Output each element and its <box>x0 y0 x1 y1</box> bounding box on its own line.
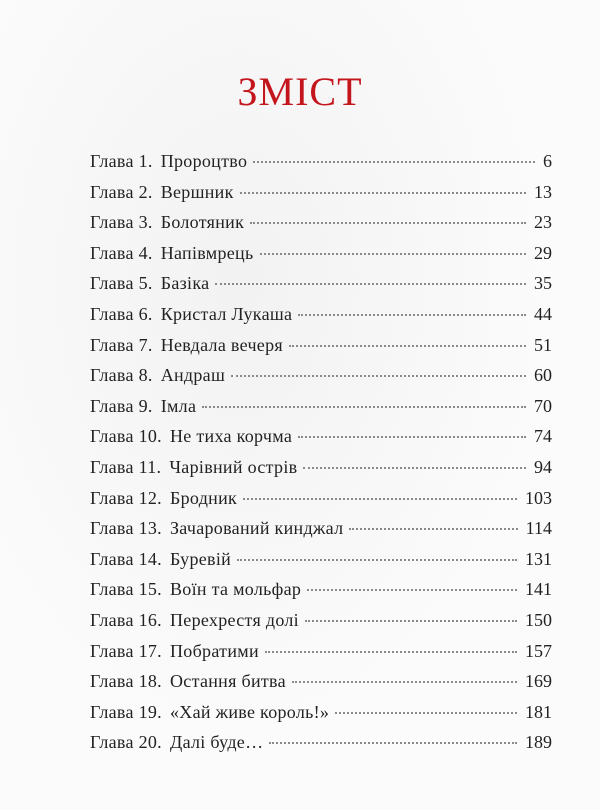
chapter-number: Глава 8. <box>90 365 153 386</box>
toc-entry <box>90 605 552 636</box>
dot-leader <box>292 681 517 683</box>
page-number: 35 <box>534 273 552 294</box>
page-number: 70 <box>534 395 552 416</box>
dot-leader <box>298 314 526 316</box>
toc-entry-label <box>90 605 299 636</box>
toc-entry-label <box>90 391 196 422</box>
page-number: 44 <box>534 303 552 324</box>
toc-entry <box>90 727 552 758</box>
page-number: 181 <box>525 701 552 722</box>
chapter-number: Глава 14. <box>90 548 162 569</box>
dot-leader <box>215 283 526 285</box>
toc-entry-label <box>90 513 343 544</box>
dot-leader <box>303 467 526 469</box>
dot-leader <box>253 161 535 163</box>
chapter-title: Базіка <box>160 273 210 294</box>
page-number: 157 <box>525 640 552 661</box>
page-number: 6 <box>543 151 552 171</box>
chapter-title: Зачарований кинджал <box>169 518 344 539</box>
dot-leader <box>250 222 526 224</box>
chapter-title: Остання битва <box>169 671 286 692</box>
dot-leader <box>305 620 517 622</box>
toc-entry-label <box>90 636 259 667</box>
dot-leader <box>260 253 527 255</box>
toc-entry <box>90 483 552 514</box>
chapter-title: Напівмрець <box>160 242 254 263</box>
dot-leader <box>240 192 526 194</box>
page-title: ЗМІСТ <box>237 69 363 114</box>
toc-entry <box>90 666 552 697</box>
page-number: 169 <box>525 671 552 692</box>
dot-leader <box>231 375 526 377</box>
chapter-number: Глава 12. <box>90 487 162 508</box>
toc-entry-label <box>90 697 329 728</box>
toc-entry <box>90 177 552 208</box>
chapter-number: Глава 20. <box>90 732 162 753</box>
chapter-title: Болотяник <box>160 212 245 233</box>
page-number: 60 <box>534 365 552 386</box>
chapter-title: Бродник <box>169 487 238 508</box>
dot-leader <box>289 345 526 347</box>
page-number: 23 <box>534 212 552 233</box>
table-of-contents <box>90 146 552 758</box>
dot-leader <box>335 712 517 714</box>
page-number: 189 <box>525 732 552 753</box>
chapter-number: Глава 1. <box>90 151 153 171</box>
toc-entry <box>90 697 552 728</box>
toc-entry <box>90 299 552 330</box>
page-number: 114 <box>525 518 552 539</box>
toc-entry-label <box>90 146 247 177</box>
toc-entry-label <box>90 727 263 758</box>
page-number: 13 <box>534 181 552 202</box>
toc-entry-label <box>90 238 254 269</box>
chapter-title: «Хай живе король!» <box>169 701 330 722</box>
chapter-number: Глава 9. <box>90 395 153 416</box>
chapter-number: Глава 2. <box>90 181 153 202</box>
toc-entry <box>90 513 552 544</box>
chapter-title: Буревій <box>169 548 232 569</box>
toc-entry-label <box>90 330 283 361</box>
toc-entry-label <box>90 207 244 238</box>
page-number: 141 <box>525 579 552 600</box>
page-number: 131 <box>525 548 552 569</box>
toc-entry <box>90 574 552 605</box>
chapter-title: Перехрестя долі <box>169 609 299 630</box>
toc-entry-label <box>90 299 292 330</box>
dot-leader <box>243 498 517 500</box>
chapter-number: Глава 17. <box>90 640 162 661</box>
toc-entry-label <box>90 666 286 697</box>
toc-entry <box>90 146 552 177</box>
toc-entry <box>90 391 552 422</box>
toc-entry-label <box>90 421 292 452</box>
chapter-number: Глава 15. <box>90 579 162 600</box>
chapter-number: Глава 19. <box>90 701 162 722</box>
toc-entry <box>90 330 552 361</box>
chapter-title: Вершник <box>160 181 234 202</box>
dot-leader <box>269 742 517 744</box>
toc-entry <box>90 452 552 483</box>
chapter-title: Не тиха корчма <box>169 426 293 447</box>
toc-entry <box>90 421 552 452</box>
toc-entry-label <box>90 483 237 514</box>
page-number: 150 <box>525 609 552 630</box>
toc-entry <box>90 238 552 269</box>
chapter-title: Андраш <box>160 365 226 386</box>
chapter-number: Глава 5. <box>90 273 153 294</box>
chapter-title: Імла <box>160 395 197 416</box>
chapter-title: Далі буде… <box>169 732 264 753</box>
toc-entry <box>90 207 552 238</box>
chapter-number: Глава 10. <box>90 426 162 447</box>
chapter-number: Глава 6. <box>90 303 153 324</box>
chapter-number: Глава 4. <box>90 242 153 263</box>
toc-entry <box>90 268 552 299</box>
chapter-number: Глава 16. <box>90 609 162 630</box>
dot-leader <box>349 528 517 530</box>
chapter-number: Глава 11. <box>90 456 162 477</box>
dot-leader <box>307 589 517 591</box>
toc-entry <box>90 544 552 575</box>
chapter-number: Глава 18. <box>90 671 162 692</box>
chapter-title: Пророцтво <box>160 151 248 171</box>
dot-leader <box>298 436 526 438</box>
toc-entry-label <box>90 360 225 391</box>
chapter-number: Глава 7. <box>90 334 153 355</box>
page-number: 74 <box>534 426 552 447</box>
page-number: 103 <box>525 487 552 508</box>
chapter-title: Воїн та мольфар <box>169 579 302 600</box>
chapter-title: Побратими <box>169 640 259 661</box>
chapter-number: Глава 13. <box>90 518 162 539</box>
toc-entry <box>90 636 552 667</box>
toc-entry-label <box>90 177 234 208</box>
toc-entry-label <box>90 544 231 575</box>
toc-entry-label <box>90 452 297 483</box>
dot-leader <box>202 406 526 408</box>
toc-entry-label <box>90 268 209 299</box>
page-number: 51 <box>534 334 552 355</box>
dot-leader <box>237 559 517 561</box>
toc-entry-label <box>90 574 301 605</box>
page-number: 29 <box>534 242 552 263</box>
page-number: 94 <box>534 456 552 477</box>
chapter-number: Глава 3. <box>90 212 153 233</box>
chapter-title: Невдала вечеря <box>160 334 283 355</box>
toc-entry <box>90 360 552 391</box>
dot-leader <box>265 651 517 653</box>
chapter-title: Кристал Лукаша <box>160 303 293 324</box>
chapter-title: Чарівний острів <box>169 456 298 477</box>
